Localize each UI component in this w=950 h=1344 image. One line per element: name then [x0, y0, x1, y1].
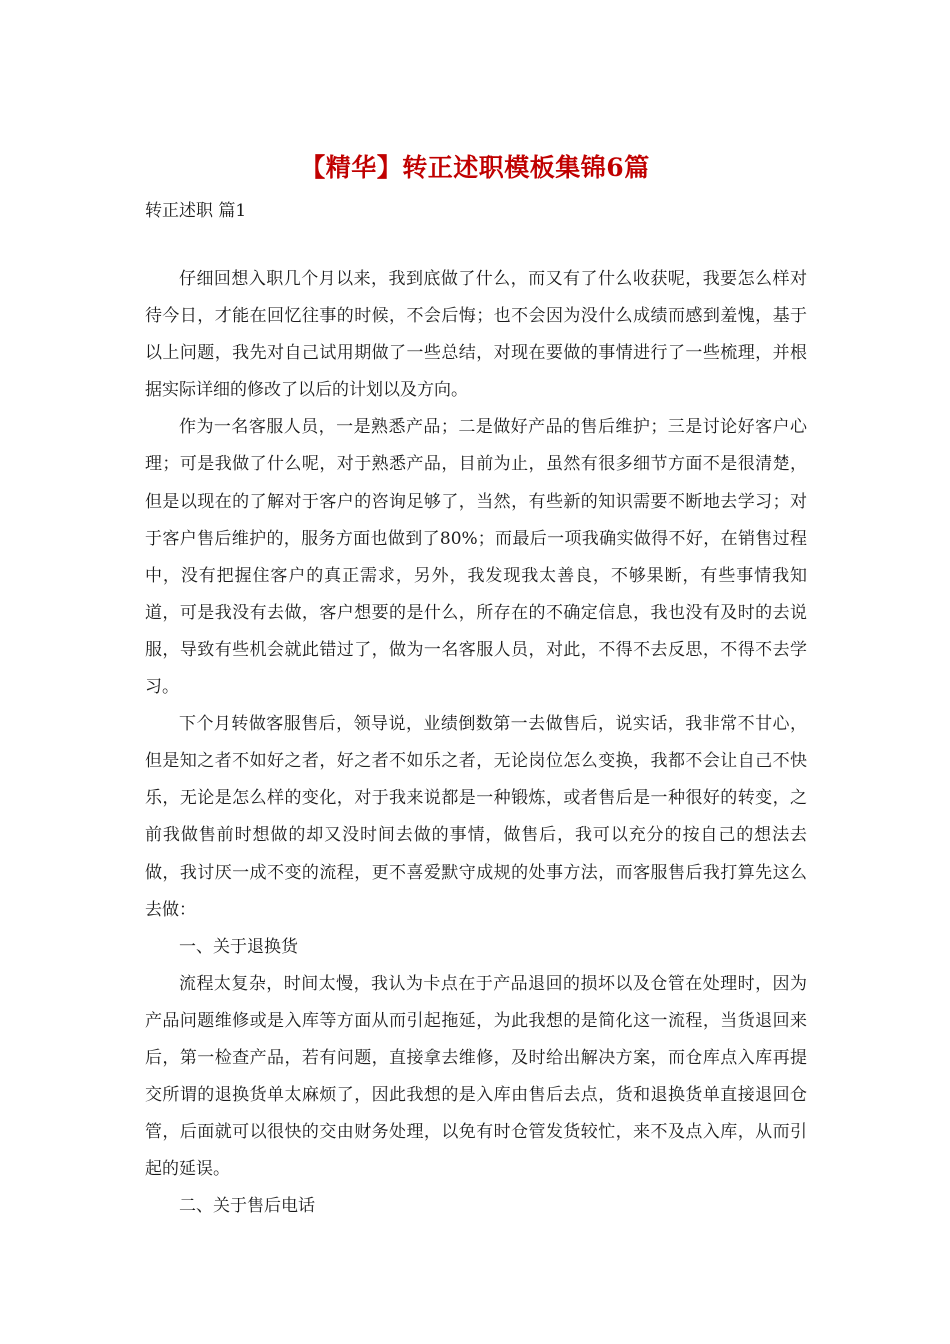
paragraph-1: 仔细回想入职几个月以来，我到底做了什么，而又有了什么收获呢，我要怎么样对待今日，才能在回忆往事的时候，不会后悔；也不会因为没什么成绩而感到羞愧，基于以上问题，我先对自己试用期做了一些总结，对现在要做的事情进行了一些梳理，并根据实际详细的修改了以后的计划以及方向。	[145, 269, 807, 401]
paragraph-2: 作为一名客服人员，一是熟悉产品；二是做好产品的售后维护；三是讨论好客户心理；可是我做了什么呢，对于熟悉产品，目前为止，虽然有很多细节方面不是很清楚，但是以现在的了解对于客户的咨询足够了，当然，有些新的知识需要不断地去学习；对于客户售后维护的，服务方面也做到了80%；而最后一项我确实做得不好，在销售过程中，没有把握住客户的真正需求，另外，我发现我太善良，不够果断，有些事情我知道，可是我没有去做，客户想要的是什么，所存在的不确定信息，我也没有及时的去说服，导致有些机会就此错过了，做为一名客服人员，对此，不得不去反思，不得不去学习。	[145, 417, 807, 698]
document-title: 【精华】转正述职模板集锦6篇	[300, 153, 650, 182]
section-heading-after-sales-phone: 二、关于售后电话	[179, 1196, 315, 1217]
paragraph-4: 流程太复杂，时间太慢，我认为卡点在于产品退回的损坏以及仓管在处理时，因为产品问题维修或是入库等方面从而引起拖延，为此我想的是简化这一流程，当货退回来后，第一检查产品，若有问题，直接拿去维修，及时给出解决方案，而仓库点入库再提交所谓的退换货单太麻烦了，因此我想的是入库由售后去点，货和退换货单直接退回仓管，后面就可以很快的交由财务处理，以免有时仓管发货较忙，来不及点入库，从而引起的延误。	[145, 973, 807, 1180]
section-label: 转正述职 篇1	[145, 201, 247, 221]
document-body	[145, 261, 807, 1225]
paragraph-3: 下个月转做客服售后，领导说，业绩倒数第一去做售后，说实话，我非常不甘心，但是知之者不如好之者，好之者不如乐之者，无论岗位怎么变换，我都不会让自己不快乐，无论是怎么样的变化，对于我来说都是一种锻炼，或者售后是一种很好的转变，之前我做售前时想做的却又没时间去做的事情，做售后，我可以充分的按自己的想法去做，我讨厌一成不变的流程，更不喜爱默守成规的处事方法，而客服售后我打算先这么去做：	[145, 714, 807, 920]
section-heading-returns: 一、关于退换货	[179, 936, 298, 957]
